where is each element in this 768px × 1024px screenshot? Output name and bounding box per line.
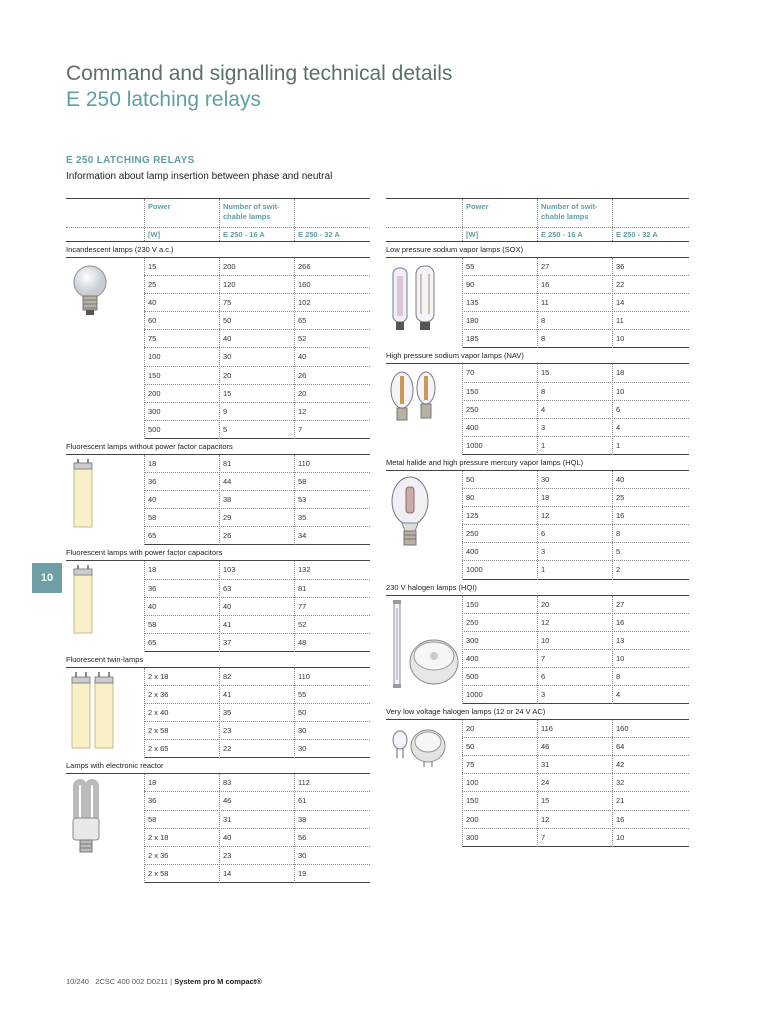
e32-cell: 110 (298, 671, 310, 681)
power-cell: 250 (466, 529, 479, 539)
table-row (144, 829, 370, 847)
sodium-vapor-lamp-icon (388, 262, 440, 337)
e16-header: E 250 - 16 A (223, 230, 265, 239)
power-cell: 200 (466, 814, 479, 824)
e16-cell: 44 (223, 477, 232, 487)
e32-cell: 34 (298, 531, 307, 541)
lamp-group (386, 471, 689, 580)
table-row (144, 598, 370, 616)
e16-cell: 16 (541, 280, 550, 290)
group-title: Low pressure sodium vapor lamps (SOX) (386, 242, 689, 258)
e16-cell: 27 (541, 262, 550, 271)
e16-cell: 46 (223, 796, 232, 806)
e32-cell: 26 (298, 370, 307, 380)
e16-cell: 3 (541, 547, 546, 557)
table-row (144, 792, 370, 810)
e16-cell: 38 (223, 495, 232, 505)
power-cell: 18 (148, 458, 157, 468)
e16-header: E 250 - 16 A (541, 230, 583, 239)
e32-cell: 30 (298, 744, 307, 754)
e32-cell: 10 (616, 386, 625, 396)
group-title: Incandescent lamps (230 V a.c.) (66, 242, 370, 258)
power-cell: 2 x 36 (148, 689, 169, 699)
power-cell: 400 (466, 653, 479, 663)
left-unit-row (66, 228, 370, 242)
table-row (144, 403, 370, 421)
table-row (144, 774, 370, 792)
power-cell: 150 (466, 386, 479, 396)
power-cell: 2 x 58 (148, 868, 169, 878)
power-cell: 300 (466, 832, 479, 842)
table-row (144, 312, 370, 330)
power-cell: 180 (466, 316, 479, 326)
e16-cell: 10 (541, 635, 550, 645)
table-row (144, 634, 370, 652)
e16-cell: 5 (223, 424, 228, 434)
lamp-group (386, 596, 689, 705)
power-cell: 2 x 40 (148, 708, 169, 718)
e16-cell: 1 (541, 440, 546, 450)
table-row (462, 437, 689, 455)
e32-cell: 102 (298, 298, 311, 308)
e32-cell: 40 (298, 352, 307, 362)
incandescent-bulb-icon (68, 262, 112, 323)
e16-cell: 24 (541, 778, 550, 788)
e32-cell: 11 (616, 316, 624, 326)
power-cell: 20 (466, 724, 475, 734)
halogen-lamp-icon (388, 600, 462, 693)
group-title: Very low voltage halogen lamps (12 or 24 V AC) (386, 704, 689, 720)
power-cell: 125 (466, 511, 479, 521)
power-cell: 150 (466, 599, 479, 609)
table-row (144, 668, 370, 686)
e32-cell: 36 (616, 262, 625, 271)
power-cell: 25 (148, 280, 157, 290)
table-row (462, 525, 689, 543)
power-cell: 36 (148, 796, 157, 806)
e16-cell: 81 (223, 458, 232, 468)
table-row (462, 792, 689, 810)
table-row (462, 489, 689, 507)
table-row (462, 543, 689, 561)
lamp-group (66, 774, 370, 883)
power-cell: 40 (148, 495, 157, 505)
e16-cell: 82 (223, 671, 232, 681)
e16-cell: 18 (541, 493, 550, 503)
power-cell: 58 (148, 814, 157, 824)
e16-cell: 200 (223, 262, 236, 271)
table-row (144, 258, 370, 276)
hp-sodium-lamp-icon (388, 368, 440, 429)
lamp-group (66, 561, 370, 651)
table-row (462, 596, 689, 614)
table-row (144, 455, 370, 473)
table-row (462, 471, 689, 489)
unit-label: [W] (466, 230, 479, 239)
e16-cell: 116 (541, 724, 553, 734)
table-row (462, 668, 689, 686)
e16-cell: 40 (223, 832, 232, 842)
e16-cell: 12 (541, 511, 550, 521)
power-cell: 75 (466, 760, 475, 770)
power-cell: 36 (148, 583, 157, 593)
power-cell: 2 x 36 (148, 850, 169, 860)
e16-cell: 63 (223, 583, 232, 593)
e16-cell: 50 (223, 316, 232, 326)
table-row (462, 774, 689, 792)
power-cell: 1000 (466, 689, 483, 699)
e16-cell: 35 (223, 708, 232, 718)
right-table (386, 198, 689, 847)
e32-cell: 52 (298, 619, 307, 629)
table-row (144, 367, 370, 385)
power-cell: 150 (466, 796, 479, 806)
group-title: Fluorescent lamps with power factor capacitors (66, 545, 370, 561)
e16-cell: 20 (541, 599, 550, 609)
right-table-header (386, 199, 689, 228)
e32-cell: 5 (616, 547, 621, 557)
left-table-header (66, 199, 370, 228)
fluorescent-tube-icon (68, 565, 98, 640)
power-cell: 60 (148, 316, 157, 326)
table-row (144, 616, 370, 634)
power-cell: 75 (148, 334, 157, 344)
e16-cell: 8 (541, 334, 546, 344)
table-row (462, 383, 689, 401)
group-title: Lamps with electronic reactor (66, 758, 370, 774)
power-cell: 185 (466, 334, 479, 344)
e32-cell: 25 (616, 493, 625, 503)
table-row (144, 421, 370, 439)
power-cell: 40 (148, 298, 157, 308)
e16-cell: 30 (541, 474, 550, 484)
e32-cell: 65 (298, 316, 307, 326)
e16-cell: 103 (223, 565, 236, 575)
power-cell: 2 x 18 (148, 671, 169, 681)
e16-cell: 8 (541, 316, 546, 326)
table-row (462, 507, 689, 525)
fluorescent-tube-icon (68, 459, 98, 534)
e16-cell: 15 (541, 796, 550, 806)
power-header: Power (148, 202, 171, 211)
table-row (462, 829, 689, 847)
e32-cell: 1 (616, 440, 621, 450)
power-cell: 400 (466, 547, 479, 557)
group-title: 230 V halogen lamps (HQI) (386, 580, 689, 596)
power-cell: 135 (466, 298, 479, 308)
e16-cell: 23 (223, 850, 232, 860)
power-cell: 40 (148, 601, 157, 611)
power-cell: 18 (148, 565, 157, 575)
footer-page: 10/240 (66, 977, 89, 986)
e16-cell: 12 (541, 617, 550, 627)
table-row (144, 491, 370, 509)
e32-cell: 20 (298, 388, 307, 398)
e16-cell: 11 (541, 298, 549, 308)
table-row (462, 330, 689, 348)
table-row (144, 811, 370, 829)
table-row (144, 722, 370, 740)
table-row (144, 348, 370, 366)
table-row (144, 527, 370, 545)
e16-cell: 6 (541, 529, 546, 539)
e32-cell: 52 (298, 334, 307, 344)
table-row (144, 580, 370, 598)
e32-cell: 56 (298, 832, 307, 842)
chapter-tab[interactable]: 10 (32, 563, 62, 593)
footer-brand: System pro M compact® (174, 977, 262, 986)
e32-cell: 16 (616, 511, 625, 521)
e16-cell: 4 (541, 404, 546, 414)
e32-cell: 6 (616, 404, 621, 414)
e32-cell: 10 (616, 653, 625, 663)
table-row (462, 364, 689, 382)
power-cell: 1000 (466, 565, 483, 575)
e32-cell: 110 (298, 458, 310, 468)
e32-cell: 30 (298, 850, 307, 860)
e32-cell: 7 (298, 424, 303, 434)
table-row (144, 294, 370, 312)
table-row (462, 686, 689, 704)
e16-cell: 12 (541, 814, 550, 824)
table-row (462, 294, 689, 312)
power-cell: 300 (466, 635, 479, 645)
power-cell: 1000 (466, 440, 483, 450)
e32-cell: 16 (616, 814, 625, 824)
power-cell: 200 (148, 388, 161, 398)
lamp-group (386, 720, 689, 847)
power-cell: 80 (466, 493, 475, 503)
group-title: Metal halide and high pressure mercury vapor lamps (HQL) (386, 455, 689, 471)
e16-cell: 3 (541, 422, 546, 432)
e32-cell: 13 (616, 635, 625, 645)
e16-cell: 8 (541, 386, 546, 396)
right-unit-row (386, 228, 689, 242)
e16-cell: 46 (541, 742, 550, 752)
power-cell: 58 (148, 513, 157, 523)
e16-cell: 83 (223, 778, 232, 788)
e32-cell: 19 (298, 868, 307, 878)
power-cell: 90 (466, 280, 475, 290)
lamp-group (66, 455, 370, 545)
e16-cell: 7 (541, 832, 546, 842)
table-row (144, 865, 370, 883)
e16-cell: 3 (541, 689, 546, 699)
lamp-group (66, 668, 370, 758)
group-title: Fluorescent twin-lamps (66, 652, 370, 668)
e32-cell: 50 (298, 708, 307, 718)
page-title: Command and signalling technical details (66, 62, 453, 85)
e32-cell: 8 (616, 671, 621, 681)
e32-cell: 40 (616, 474, 625, 484)
e32-cell: 160 (298, 280, 311, 290)
number-header: Number of swit- chable lamps (541, 202, 598, 221)
e16-cell: 40 (223, 601, 232, 611)
power-cell: 15 (148, 262, 157, 271)
e32-cell: 16 (616, 617, 625, 627)
e16-cell: 31 (223, 814, 232, 824)
e16-cell: 75 (223, 298, 232, 308)
e32-header: E 250 - 32 A (616, 230, 658, 239)
power-cell: 2 x 65 (148, 744, 169, 754)
power-cell: 100 (466, 778, 479, 788)
table-row (462, 756, 689, 774)
e32-cell: 4 (616, 422, 621, 432)
power-cell: 65 (148, 637, 157, 647)
power-cell: 18 (148, 778, 157, 788)
low-voltage-halogen-icon (388, 724, 448, 773)
table-row (144, 686, 370, 704)
e16-cell: 6 (541, 671, 546, 681)
section-description: Information about lamp insertion between phase and neutral (66, 171, 333, 182)
table-row (144, 509, 370, 527)
e32-cell: 64 (616, 742, 625, 752)
e16-cell: 20 (223, 370, 232, 380)
power-cell: 250 (466, 404, 479, 414)
e32-cell: 132 (298, 565, 311, 575)
power-cell: 500 (148, 424, 161, 434)
e16-cell: 41 (223, 619, 232, 629)
group-title: Fluorescent lamps without power factor capacitors (66, 439, 370, 455)
e16-cell: 15 (541, 368, 550, 378)
e16-cell: 1 (541, 565, 546, 575)
footer: 10/240 2CSC 400 002 D0211 | System pro M compact® (66, 977, 262, 986)
power-cell: 50 (466, 742, 475, 752)
table-row (144, 740, 370, 758)
table-row (462, 650, 689, 668)
e16-cell: 41 (223, 689, 232, 699)
power-cell: 300 (148, 406, 161, 416)
power-cell: 36 (148, 477, 157, 487)
table-row (462, 276, 689, 294)
e32-cell: 21 (616, 796, 625, 806)
power-cell: 70 (466, 368, 475, 378)
table-row (144, 330, 370, 348)
e32-cell: 38 (298, 814, 307, 824)
e16-cell: 23 (223, 726, 232, 736)
table-row (144, 385, 370, 403)
e32-cell: 48 (298, 637, 307, 647)
power-cell: 58 (148, 619, 157, 629)
e16-cell: 22 (223, 744, 232, 754)
e16-cell: 7 (541, 653, 546, 663)
e32-cell: 14 (616, 298, 625, 308)
table-row (144, 847, 370, 865)
e32-cell: 22 (616, 280, 625, 290)
section-heading: E 250 LATCHING RELAYS (66, 155, 195, 166)
e16-cell: 9 (223, 406, 228, 416)
e32-cell: 55 (298, 689, 307, 699)
power-cell: 50 (466, 474, 475, 484)
e32-cell: 10 (616, 334, 625, 344)
e32-cell: 27 (616, 599, 625, 609)
power-cell: 250 (466, 617, 479, 627)
e32-cell: 58 (298, 477, 307, 487)
power-cell: 65 (148, 531, 157, 541)
table-row (462, 561, 689, 579)
power-cell: 2 x 58 (148, 726, 169, 736)
twin-fluorescent-tube-icon (68, 672, 118, 755)
e32-cell: 30 (298, 726, 307, 736)
power-cell: 2 x 18 (148, 832, 169, 842)
table-row (144, 561, 370, 579)
table-row (462, 632, 689, 650)
e32-cell: 8 (616, 529, 621, 539)
power-cell: 55 (466, 262, 475, 271)
table-row (144, 473, 370, 491)
table-row (462, 720, 689, 738)
power-header: Power (466, 202, 489, 211)
e16-cell: 29 (223, 513, 232, 523)
e32-cell: 112 (298, 778, 310, 788)
table-row (462, 312, 689, 330)
e32-cell: 61 (298, 796, 307, 806)
table-row (462, 258, 689, 276)
e16-cell: 120 (223, 280, 236, 290)
footer-doc: 2CSC 400 002 D0211 (95, 977, 169, 986)
power-cell: 100 (148, 352, 161, 362)
table-row (462, 401, 689, 419)
e16-cell: 37 (223, 637, 232, 647)
unit-label: [W] (148, 230, 161, 239)
e32-cell: 266 (298, 262, 311, 271)
power-cell: 150 (148, 370, 161, 380)
e32-cell: 10 (616, 832, 625, 842)
metal-halide-lamp-icon (388, 475, 432, 556)
group-title: High pressure sodium vapor lamps (NAV) (386, 348, 689, 364)
e32-cell: 35 (298, 513, 307, 523)
table-row (144, 276, 370, 294)
e32-cell: 18 (616, 368, 625, 378)
compact-fluorescent-lamp-icon (68, 778, 104, 863)
page-subtitle: E 250 latching relays (66, 88, 261, 111)
e16-cell: 15 (223, 388, 232, 398)
e32-cell: 4 (616, 689, 621, 699)
lamp-group (386, 258, 689, 348)
table-row (462, 614, 689, 632)
e16-cell: 14 (223, 868, 232, 878)
power-cell: 400 (466, 422, 479, 432)
e32-cell: 160 (616, 724, 629, 734)
e16-cell: 31 (541, 760, 550, 770)
e16-cell: 26 (223, 531, 232, 541)
lamp-group (66, 258, 370, 439)
table-row (462, 811, 689, 829)
lamp-group (386, 364, 689, 454)
e32-cell: 32 (616, 778, 625, 788)
e16-cell: 40 (223, 334, 232, 344)
table-row (462, 419, 689, 437)
e32-cell: 42 (616, 760, 625, 770)
e32-cell: 12 (298, 406, 307, 416)
e32-header: E 250 - 32 A (298, 230, 340, 239)
table-row (462, 738, 689, 756)
left-table (66, 198, 370, 883)
number-header: Number of swit- chable lamps (223, 202, 280, 221)
e16-cell: 30 (223, 352, 232, 362)
e32-cell: 53 (298, 495, 307, 505)
e32-cell: 77 (298, 601, 307, 611)
e32-cell: 2 (616, 565, 621, 575)
power-cell: 500 (466, 671, 479, 681)
e32-cell: 81 (298, 583, 307, 593)
table-row (144, 704, 370, 722)
